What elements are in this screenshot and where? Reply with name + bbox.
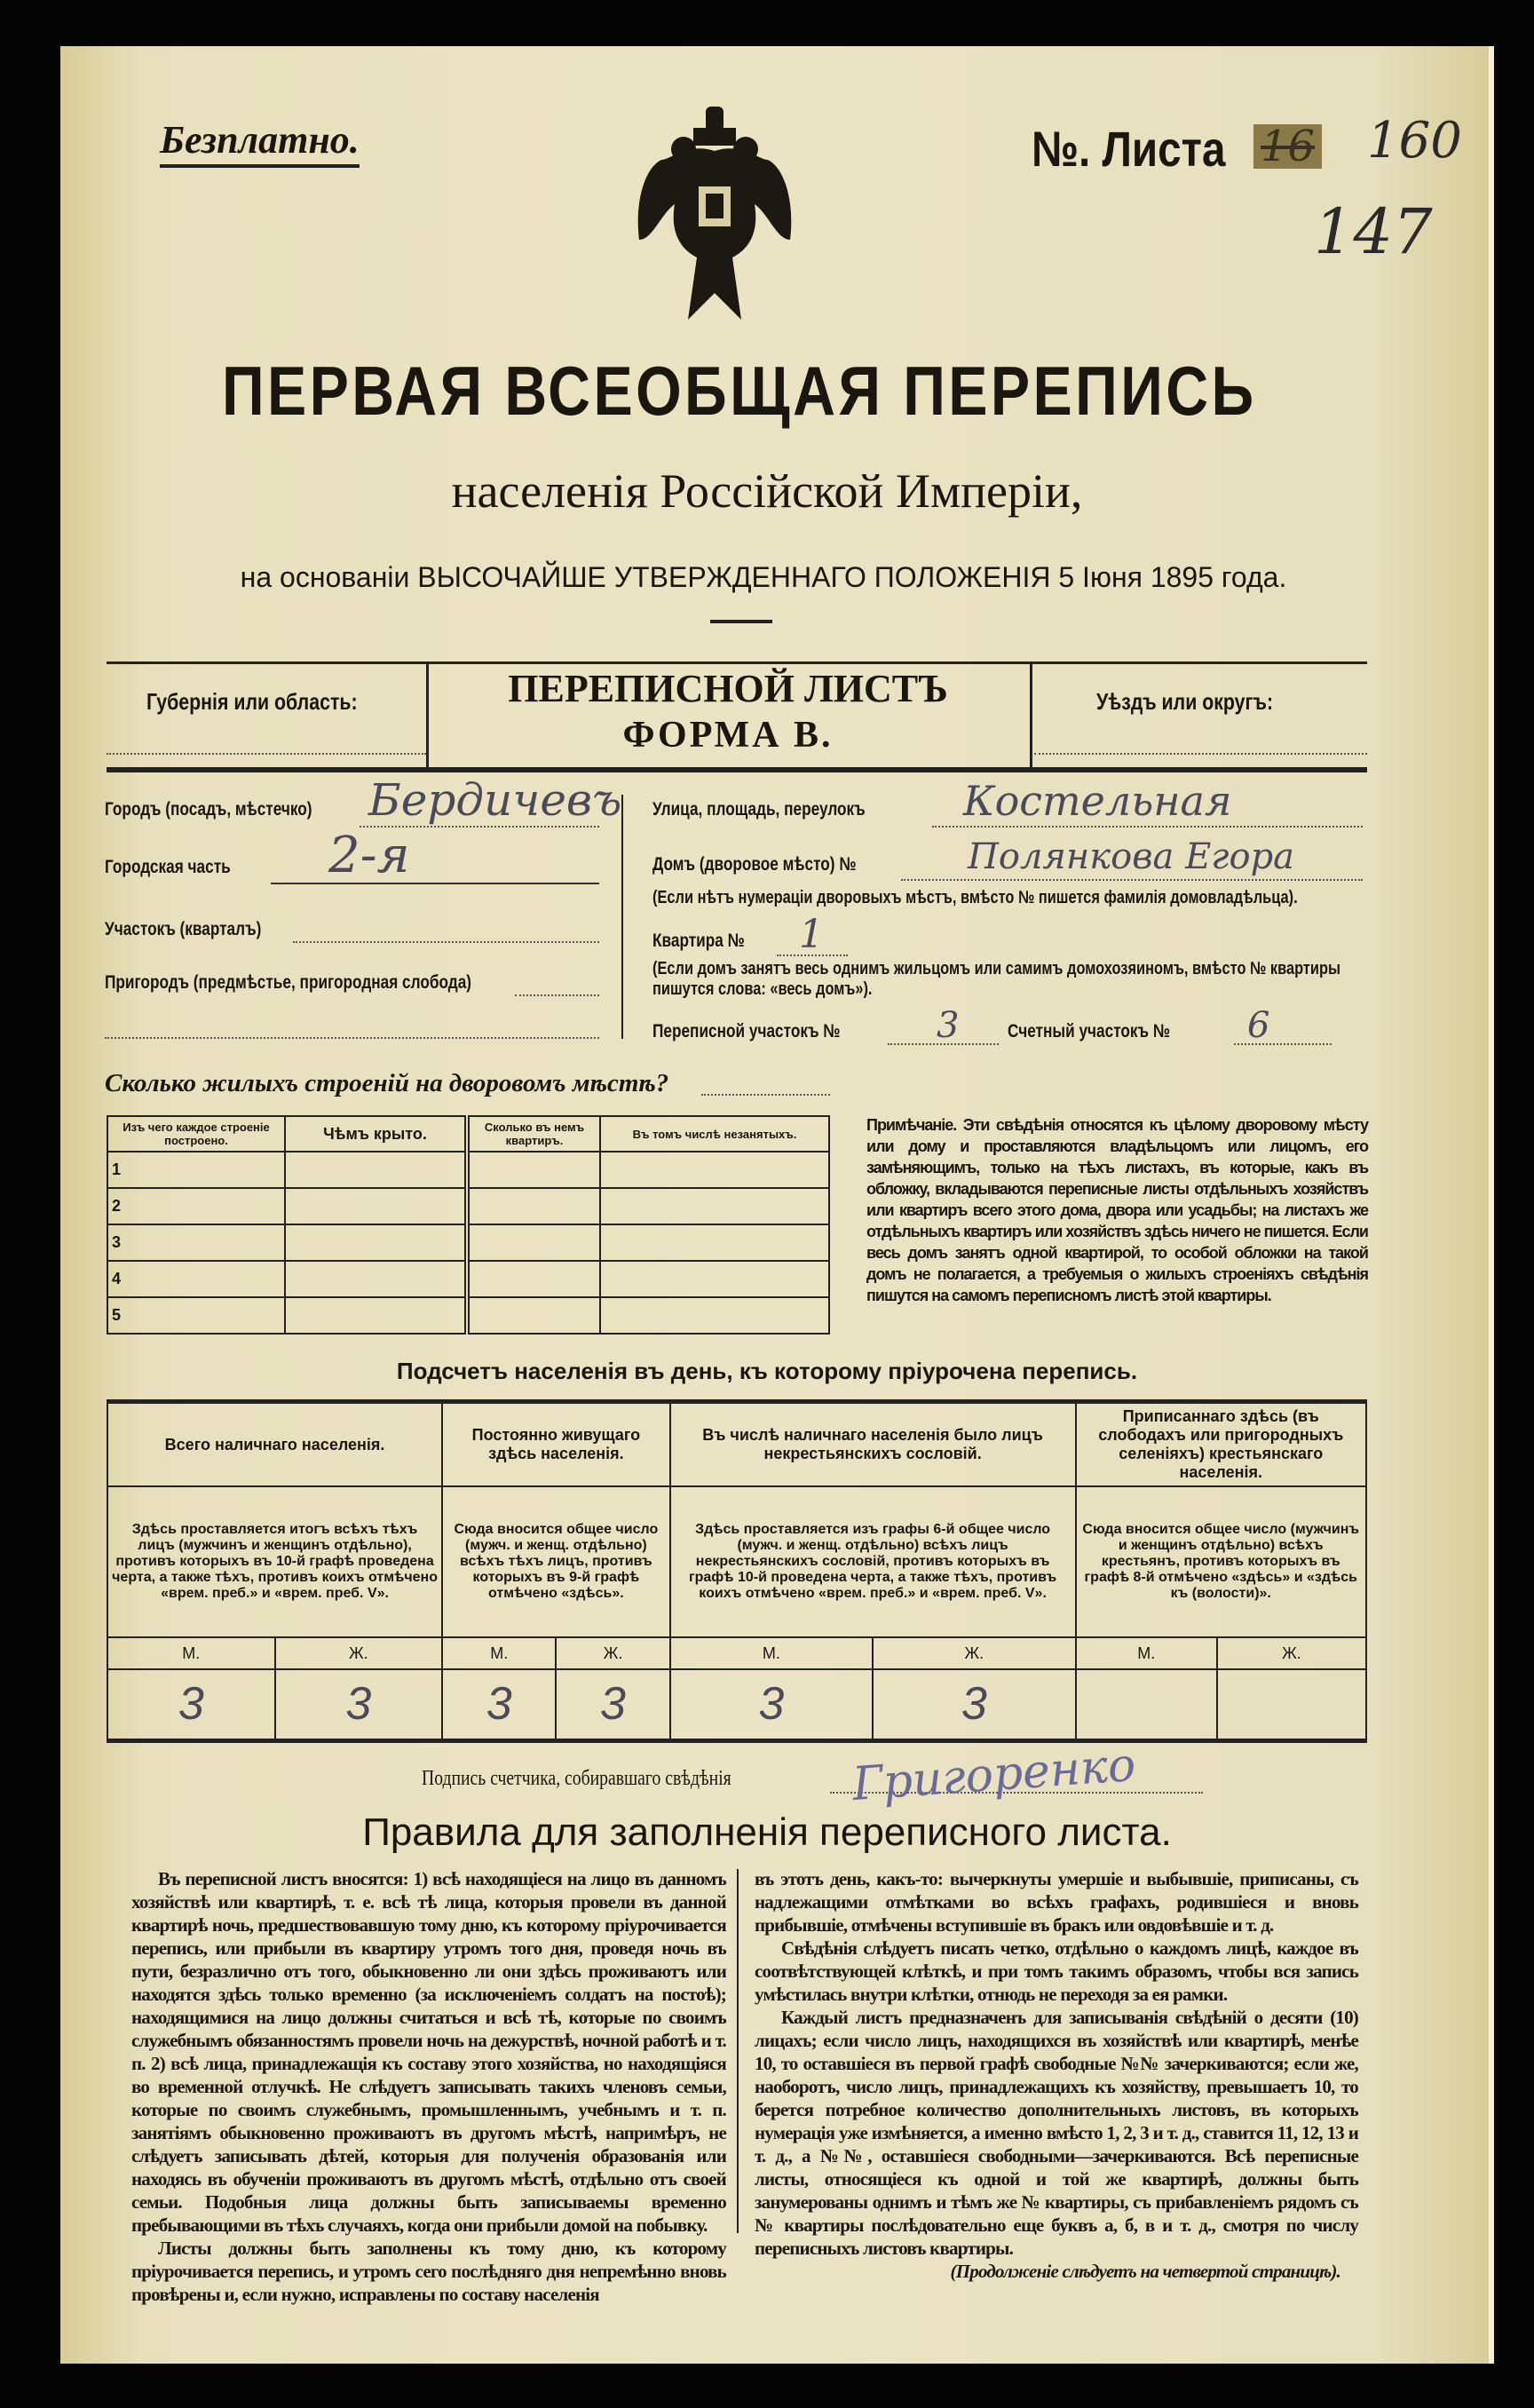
- roof-cell[interactable]: [285, 1224, 467, 1261]
- roof-cell[interactable]: [285, 1152, 467, 1188]
- city-part-value: 2-я: [328, 827, 410, 884]
- district-label: Уѣздъ или округъ:: [1096, 688, 1274, 715]
- count-title: Подсчетъ населенія въ день, къ которому пріурочена перепись.: [396, 1358, 1138, 1384]
- vacant-cell[interactable]: [600, 1188, 829, 1224]
- header-box: [107, 661, 1367, 772]
- signature-label: Подпись счетчика, собиравшаго свѣдѣнія: [422, 1767, 731, 1790]
- block-label: Участокъ (кварталъ): [105, 919, 262, 939]
- buildings-count-field[interactable]: [701, 1094, 830, 1096]
- census-district-value: 3: [937, 1005, 960, 1046]
- city-value: Бердичевъ: [368, 774, 622, 826]
- row-number: 1: [107, 1152, 285, 1188]
- buildings-question: Сколько жилыхъ строеній на дворовомъ мѣстѣ?: [105, 1069, 669, 1097]
- table-row: [107, 1188, 829, 1224]
- rules-right-column: [755, 1867, 1358, 2283]
- female-label: Ж.: [1217, 1637, 1366, 1669]
- permanent-male[interactable]: 3: [442, 1669, 556, 1740]
- continued-note: (Продолженіе слѣдуетъ на четвертой страницѣ).: [950, 2261, 1340, 2282]
- city-label: Городъ (посадъ, мѣстечко): [105, 799, 312, 820]
- page-title: ПЕРВАЯ ВСЕОБЩАЯ ПЕРЕПИСЬ: [222, 352, 1257, 430]
- sheet-number-value: 16: [1253, 124, 1322, 169]
- count-col-desc: Здѣсь проставляется изъ графы 6-й общее число (мужч. и женщ. отдѣльно) всѣхъ лицъ некрестьянскихъ сословій, противъ которыхъ въ графѣ 10-й проведена черта, а также тѣхъ, противъ коихъ отмѣчено «врем. преб.» и «врем. преб. V».: [670, 1486, 1076, 1637]
- imperial-eagle-icon: [635, 107, 795, 329]
- male-label: М.: [1076, 1637, 1217, 1669]
- flats-cell[interactable]: [467, 1297, 600, 1334]
- vacant-cell[interactable]: [600, 1297, 829, 1334]
- flats-cell[interactable]: [467, 1152, 600, 1188]
- total-present-female[interactable]: 3: [275, 1669, 443, 1740]
- census-district-label: Переписной участокъ №: [652, 1021, 841, 1042]
- street-label: Улица, площадь, переулокъ: [652, 799, 866, 820]
- roof-cell[interactable]: [285, 1188, 467, 1224]
- rules-left-column: [131, 1867, 726, 2306]
- non-peasant-female[interactable]: 3: [873, 1669, 1075, 1740]
- col-header-roof: Чѣмъ крыто.: [285, 1116, 467, 1152]
- buildings-note: Примѣчаніе. Эти свѣдѣнія относятся къ цѣлому дворовому мѣсту или дому и проставляются владѣльцомъ или лицомъ, его замѣняющимъ, только на тѣхъ листахъ, въ которые, какъ въ обложку, вкладываются переписные листы отдѣльныхъ хозяйствъ или квартиръ всего этого дома, двора или усадьбы; на листахъ же отдѣльныхъ квартиръ или хозяйствъ здѣсь ничего не пишется. Если весь домъ занятъ одной квартирой, то особой обложки на такой домъ не полагается, а требуемыя о жилыхъ строеніяхъ свѣдѣнія пишутся на самомъ переписномъ листѣ этой квартиры.: [866, 1116, 1368, 1304]
- rules-paragraph: Свѣдѣнія слѣдуетъ писать четко, отдѣльно о каждомъ лицѣ, каждое въ соотвѣтствующей клѣткѣ, и при томъ такимъ образомъ, чтобы вся запись умѣстилась внутри клѣтки, отнюдь не переходя за ея рамки.: [755, 1937, 1358, 2005]
- district-field[interactable]: [1034, 753, 1367, 755]
- legal-basis: на основаніи ВЫСОЧАЙШЕ УТВЕРЖДЕННАГО ПОЛОЖЕНІЯ 5 Іюня 1895 года.: [240, 561, 1287, 593]
- count-col-head: Приписаннаго здѣсь (въ слободахъ или пригородныхъ селеніяхъ) крестьянскаго населенія.: [1076, 1402, 1366, 1487]
- table-row: [107, 1152, 829, 1188]
- vacant-cell[interactable]: [600, 1152, 829, 1188]
- city-part-label: Городская часть: [105, 857, 231, 877]
- count-values-row: [107, 1669, 1366, 1740]
- row-number: 2: [107, 1188, 285, 1224]
- col-header-vacant: Въ томъ числѣ незанятыхъ.: [600, 1116, 829, 1152]
- table-row: [107, 1261, 829, 1297]
- free-label: Безплатно.: [160, 117, 360, 168]
- street-value: Костельная: [963, 777, 1232, 825]
- house-value: Полянкова Егора: [968, 836, 1295, 877]
- suburb-label: Пригородъ (предмѣстье, пригородная слобода): [105, 972, 472, 993]
- handwritten-number-1: 160: [1367, 112, 1462, 170]
- flat-value: 1: [799, 912, 824, 957]
- house-label: Домъ (дворовое мѣсто) №: [652, 854, 857, 875]
- flats-cell[interactable]: [467, 1224, 600, 1261]
- vacant-cell[interactable]: [600, 1224, 829, 1261]
- rules-paragraph: Листы должны быть заполнены къ тому дню, къ которому пріурочивается перепись, и утромъ сего послѣдняго дня непремѣнно вновь провѣрены и, если нужно, исправлены по составу населенія: [131, 2238, 726, 2305]
- sheet-number-label: №. Листа: [1032, 121, 1226, 177]
- col-header-material: Изъ чего каждое строеніе построено.: [107, 1116, 285, 1152]
- count-col-desc: Сюда вносится общее число (мужч. и женщ. отдѣльно) всѣхъ тѣхъ лицъ, противъ которыхъ въ 9-й графѣ отмѣчено «здѣсь».: [442, 1486, 670, 1637]
- peasant-female[interactable]: [1217, 1669, 1366, 1740]
- non-peasant-male[interactable]: 3: [670, 1669, 873, 1740]
- house-note: (Если нѣтъ нумераціи дворовыхъ мѣстъ, вмѣсто № пишется фамилія домовладѣльца).: [652, 888, 1298, 907]
- street-field[interactable]: [932, 826, 1363, 828]
- roof-cell[interactable]: [285, 1297, 467, 1334]
- buildings-table: [107, 1115, 830, 1335]
- female-label: Ж.: [275, 1637, 443, 1669]
- divider: [710, 620, 772, 623]
- count-district-label: Счетный участокъ №: [1008, 1021, 1171, 1042]
- flats-cell[interactable]: [467, 1188, 600, 1224]
- page-subtitle: населенія Россійской Имперіи,: [451, 464, 1083, 518]
- female-label: Ж.: [556, 1637, 669, 1669]
- count-col-head: Постоянно живущаго здѣсь населенія.: [442, 1402, 670, 1487]
- flat-note: (Если домъ занятъ весь однимъ жильцомъ или самимъ домохозяиномъ, вмѣсто № квартиры пишутся слова: «весь домъ»).: [652, 959, 1341, 999]
- row-number: 5: [107, 1297, 285, 1334]
- flat-label: Квартира №: [652, 931, 745, 951]
- table-row: [107, 1224, 829, 1261]
- permanent-female[interactable]: 3: [556, 1669, 669, 1740]
- rules-paragraph: Каждый листъ предназначенъ для записыванія свѣдѣній о десяти (10) лицахъ; если число лицъ, находящихся въ хозяйствѣ или квартирѣ, менѣе 10, то оставшіеся въ первой графѣ свободные №№ зачеркиваются; если же, наоборотъ, число лицъ, принадлежащихъ къ хозяйству, превышаетъ 10, то берется потребное количество дополнительныхъ листовъ, въ которыхъ нумерація уже измѣняется, а именно вмѣсто 1, 2, 3 и т. д., ставится 11, 12, 13 и т. д., а №№, оставшіеся свободными—зачеркиваются. Всѣ переписные листы, относящіеся къ одной и той же квартирѣ, должны быть занумерованы однимъ и тѣмъ же № квартиры, съ прибавленіемъ рядомъ съ № квартиры послѣдовательно еще буквъ а, б, в и т. д., смотря по числу переписныхъ листовъ квартиры.: [755, 2007, 1358, 2259]
- peasant-male[interactable]: [1076, 1669, 1217, 1740]
- total-present-male[interactable]: 3: [107, 1669, 275, 1740]
- handwritten-number-2: 147: [1314, 195, 1433, 268]
- roof-cell[interactable]: [285, 1261, 467, 1297]
- population-count-table: [107, 1399, 1367, 1743]
- form-name: ПЕРЕПИСНОЙ ЛИСТЪ: [508, 667, 948, 710]
- row-number: 3: [107, 1224, 285, 1261]
- male-label: М.: [107, 1637, 275, 1669]
- block-field[interactable]: [293, 941, 599, 943]
- house-field[interactable]: [901, 879, 1363, 881]
- rules-title: Правила для заполненія переписного листа.: [362, 1810, 1172, 1854]
- male-label: М.: [670, 1637, 873, 1669]
- count-col-desc: Сюда вносится общее число (мужчинъ и женщинъ отдѣльно) всѣхъ крестьянъ, противъ которыхъ въ графѣ 8-й отмѣчено «здѣсь» и «здѣсь къ (волости)».: [1076, 1486, 1366, 1637]
- governorate-field[interactable]: [107, 753, 426, 755]
- row-number: 4: [107, 1261, 285, 1297]
- vacant-cell[interactable]: [600, 1261, 829, 1297]
- governorate-label: Губернія или область:: [146, 688, 358, 715]
- enumerator-signature: Григоренко: [850, 1738, 1138, 1812]
- female-label: Ж.: [873, 1637, 1075, 1669]
- rules-paragraph: Въ переписной листъ вносятся: 1) всѣ находящіеся на лицо въ данномъ хозяйствѣ или квартирѣ, т. е. всѣ тѣ лица, которыя провели въ данной квартирѣ ночь, предшествовавшую тому дню, къ которому пріурочивается перепись, или прибыли въ квартиру утромъ того дня, проведя ночь въ пути, безразлично отъ того, обыкновенно ли они здѣсь проживаютъ или находятся здѣсь только временно (за исключеніемъ солдатъ на постоѣ); находящимися на лицо должны считаться и всѣ тѣ, которые по своимъ служебнымъ обязанностямъ провели ночь на дежурствѣ, ночной работѣ и т. п. 2) всѣ лица, принадлежащія къ составу этого хозяйства, но находящіяся во временной отлучкѣ. Не слѣдуетъ записывать такихъ членовъ семьи, которые по своимъ служебнымъ, промышленнымъ, учебнымъ и т. п. занятіямъ обыкновенно проживаютъ въ другомъ мѣстѣ, напримѣръ, не слѣдуетъ записывать дѣтей, которыя для полученія образованія или находясь въ обученіи проживаютъ въ другомъ мѣстѣ, отдѣльно отъ своей семьи. Подобныя лица должны быть записываемы временно пребывающими въ тѣхъ случаяхъ, когда они прибыли домой на побывку.: [131, 1868, 726, 2236]
- count-col-head: Всего наличнаго населенія.: [107, 1402, 442, 1487]
- suburb-field[interactable]: [515, 994, 599, 996]
- count-district-value: 6: [1247, 1005, 1270, 1046]
- form-type: ФОРМА В.: [622, 715, 834, 756]
- col-header-flats: Сколько въ немъ квартиръ.: [467, 1116, 600, 1152]
- count-col-desc: Здѣсь проставляется итогъ всѣхъ тѣхъ лицъ (мужчинъ и женщинъ отдѣльно), противъ которыхъ въ 10-й графѣ проведена черта, а также тѣхъ, противъ коихъ отмѣчено «врем. преб.» и «врем. преб. V».: [107, 1486, 442, 1637]
- table-row: [107, 1297, 829, 1334]
- count-col-head: Въ числѣ наличнаго населенія было лицъ некрестьянскихъ сословій.: [670, 1402, 1076, 1487]
- city-part-field[interactable]: [271, 883, 599, 884]
- rules-paragraph: въ этотъ день, какъ-то: вычеркнуты умершіе и выбывшіе, приписаны, съ надлежащими отмѣтками во всѣхъ графахъ, родившіеся и вновь прибывшіе, отмѣчены вступившіе въ бракъ или овдовѣвшіе и т. д.: [755, 1868, 1358, 1936]
- flats-cell[interactable]: [467, 1261, 600, 1297]
- male-label: М.: [442, 1637, 556, 1669]
